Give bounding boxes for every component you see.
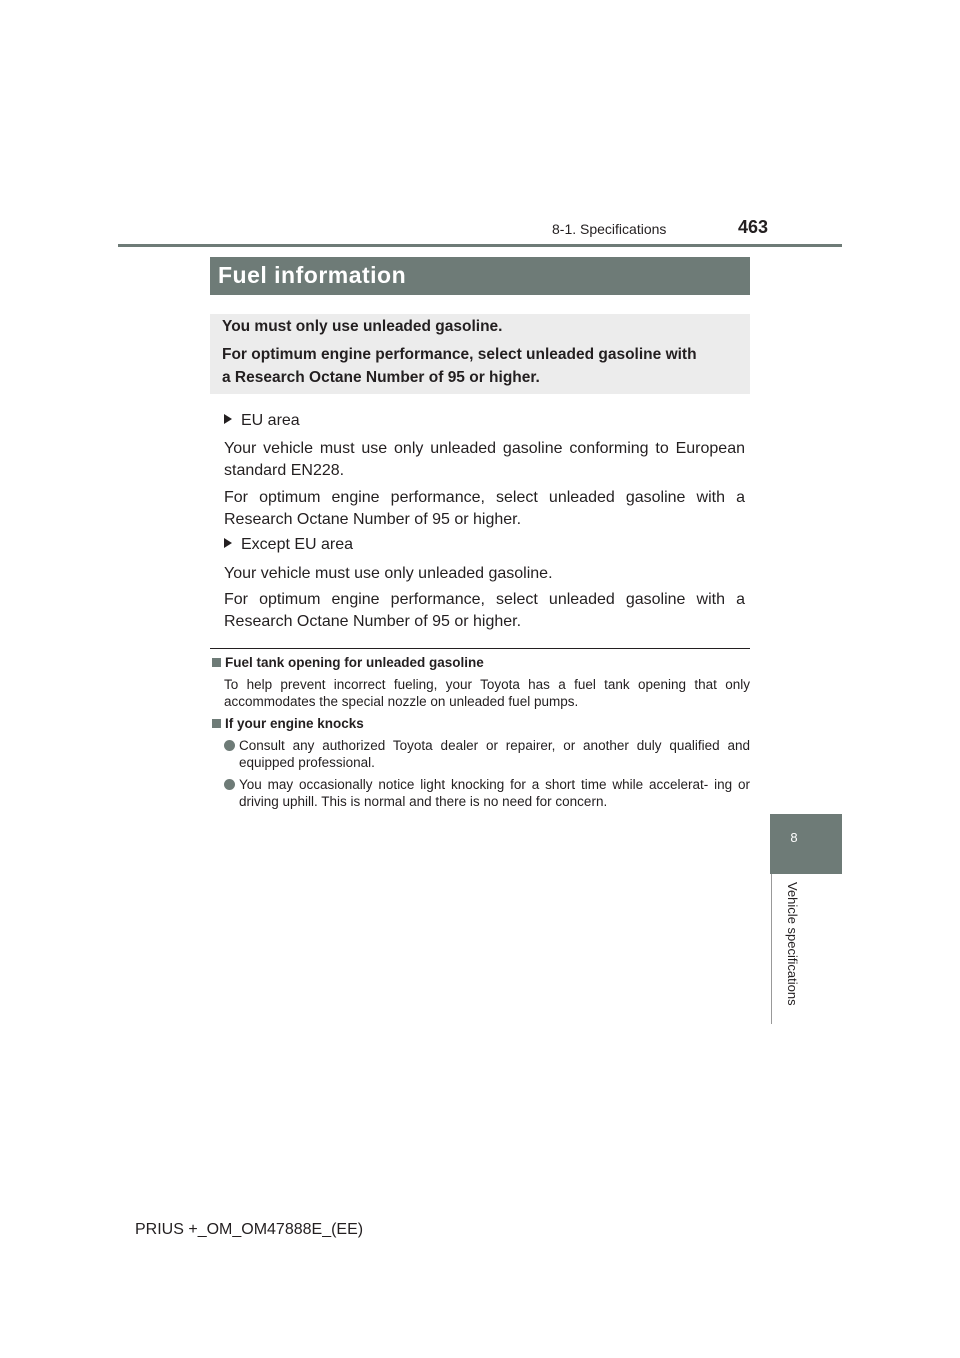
chapter-tab-rule	[771, 874, 772, 1024]
section-heading-eu	[224, 412, 300, 430]
summary-line-1: You must only use unleaded gasoline.	[222, 318, 503, 335]
page-title: Fuel information	[218, 262, 407, 288]
summary-line-2: For optimum engine performance, select unleaded gasoline with	[222, 346, 697, 363]
square-bullet-icon	[212, 719, 221, 728]
note-bullet: You may occasionally notice light knocking for a short time while accelerat- ing or driving uphill. This is normal and there is no need for concern.	[239, 777, 750, 809]
paragraph: Your vehicle must use only unleaded gasoline conforming to European standard EN228.	[224, 440, 745, 479]
paragraph: Your vehicle must use only unleaded gasoline.	[224, 565, 553, 582]
note-bullet: Consult any authorized Toyota dealer or repairer, or another duly qualified and equipped professional.	[239, 738, 750, 770]
section-title: 8-1. Specifications	[552, 221, 667, 237]
circle-bullet-icon	[224, 779, 235, 790]
page-number: 463	[738, 217, 769, 237]
note-heading-text: If your engine knocks	[225, 716, 364, 731]
note-heading-fuel-tank	[212, 655, 484, 670]
section-heading-text: EU area	[241, 412, 300, 429]
section-heading-text: Except EU area	[241, 536, 354, 553]
triangle-bullet-icon	[224, 414, 232, 424]
footer-doc-code: PRIUS +_OM_OM47888E_(EE)	[135, 1221, 364, 1238]
section-heading-except-eu	[224, 536, 353, 554]
triangle-bullet-icon	[224, 538, 232, 548]
note-heading-text: Fuel tank opening for unleaded gasoline	[225, 655, 484, 670]
notes-separator	[210, 648, 750, 649]
circle-bullet-icon	[224, 740, 235, 751]
header-rule	[118, 244, 842, 247]
chapter-number: 8	[790, 830, 798, 845]
square-bullet-icon	[212, 658, 221, 667]
paragraph: For optimum engine performance, select unleaded gasoline with a Research Octane Number of 95 or higher.	[224, 591, 745, 630]
note-heading-engine-knocks	[212, 716, 364, 731]
paragraph: For optimum engine performance, select unleaded gasoline with a Research Octane Number of 95 or higher.	[224, 489, 745, 528]
note-body: To help prevent incorrect fueling, your Toyota has a fuel tank opening that only accommodates the special nozzle on unleaded fuel pumps.	[224, 677, 750, 709]
summary-line-3: a Research Octane Number of 95 or higher.	[222, 369, 540, 386]
chapter-label: Vehicle specifications	[785, 882, 800, 1006]
